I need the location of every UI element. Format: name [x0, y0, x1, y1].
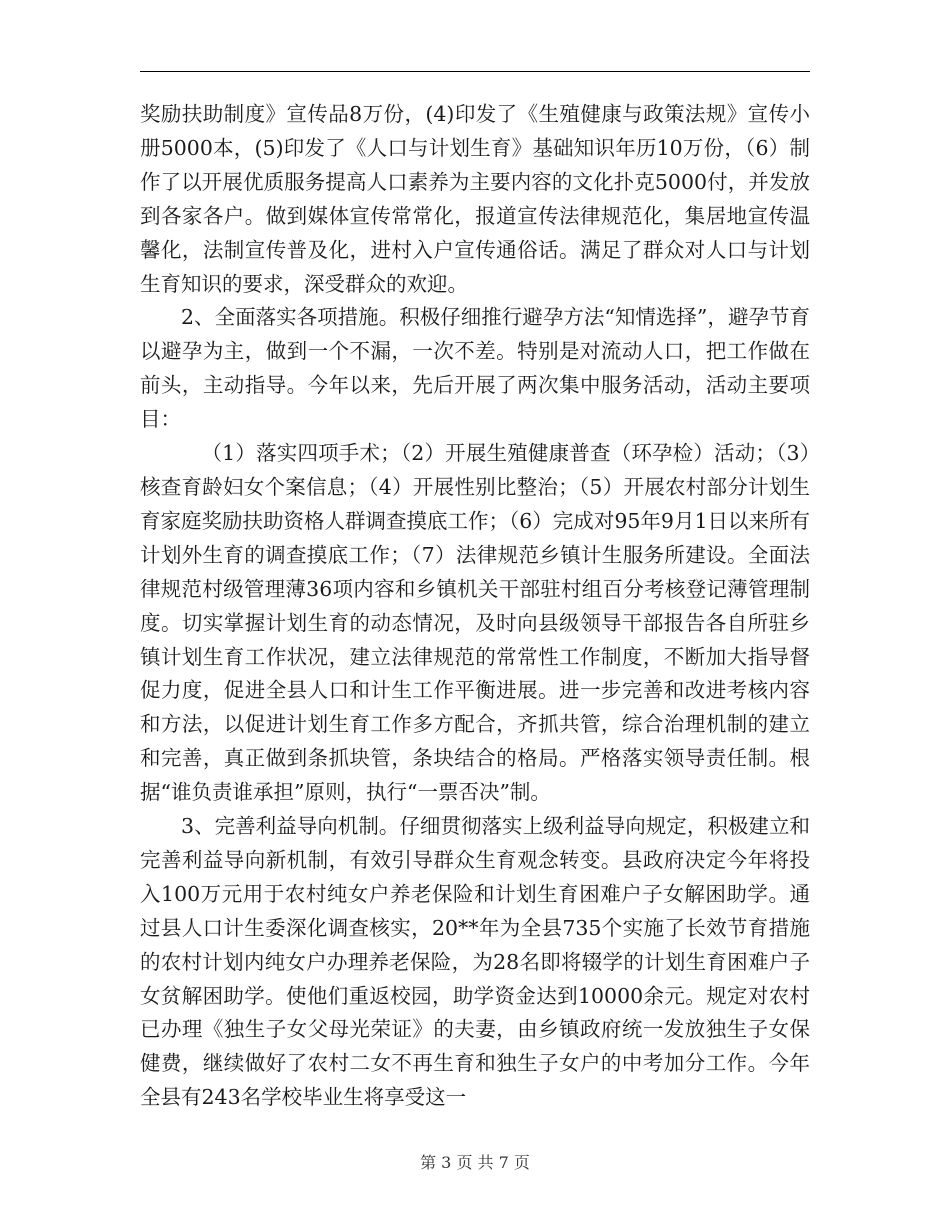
- paragraph-continuation: 奖励扶助制度》宣传品8万份，(4)印发了《生殖健康与政策法规》宣传小册5000本，(5)印发了《人口与计划生育》基础知识年历10万份，（6）制作了以开展优质服务提高人口素养为主要内容的文化扑克5000付，并发放到各家各户。做到媒体宣传常常化，报道宣传法律规范化，集居地宣传温馨化，法制宣传普及化，进村入户宣传通俗话。满足了群众对人口与计划生育知识的要求，深受群众的欢迎。: [140, 102, 810, 296]
- paragraph-service-items: （1）落实四项手术；（2）开展生殖健康普查（环孕检）活动；（3）核查育龄妇女个案信息；（4）开展性别比整治；（5）开展农村部分计划生育家庭奖励扶助资格人群调查摸底工作；（6）完成对95年9月1日以来所有计划外生育的调查摸底工作；（7）法律规范乡镇计生服务所建设。全面法律规范村级管理薄36项内容和乡镇机关干部驻村组百分考核登记薄管理制度。切实掌握计划生育的动态情况，及时向县级领导干部报告各自所驻乡镇计划生育工作状况，建立法律规范的常常性工作制度，不断加大指导督促力度，促进全县人口和计生工作平衡进展。进一步完善和改进考核内容和方法，以促进计划生育工作多方配合，齐抓共管，综合治理机制的建立和完善，真正做到条抓块管，条块结合的格局。严格落实领导责任制。根据“谁负责谁承担”原则，执行“一票否决”制。: [140, 441, 810, 805]
- paragraph-section-2: 2、全面落实各项措施。积极仔细推行避孕方法“知情选择”，避孕节育以避孕为主，做到一个不漏，一次不差。特别是对流动人口，把工作做在前头，主动指导。今年以来，先后开展了两次集中服务活动，活动主要项目：: [140, 305, 810, 432]
- paragraph-section-3: 3、完善利益导向机制。仔细贯彻落实上级利益导向规定，积极建立和完善利益导向新机制，有效引导群众生育观念转变。县政府决定今年将投入100万元用于农村纯女户养老保险和计划生育困难户子女解困助学。通过县人口计生委深化调查核实，20**年为全县735个实施了长效节育措施的农村计划内纯女户办理养老保险，为28名即将辍学的计划生育困难户子女贫解困助学。使他们重返校园，助学资金达到10000余元。规定对农村已办理《独生子女父母光荣证》的夫妻，由乡镇政府统一发放独生子女保健费，继续做好了农村二女不再生育和独生子女户的中考加分工作。今年全县有243名学校毕业生将享受这一: [140, 814, 810, 1110]
- page-footer: 第 3 页 共 7 页: [420, 1153, 530, 1172]
- header-rule: [140, 71, 810, 72]
- document-body: [140, 98, 810, 1115]
